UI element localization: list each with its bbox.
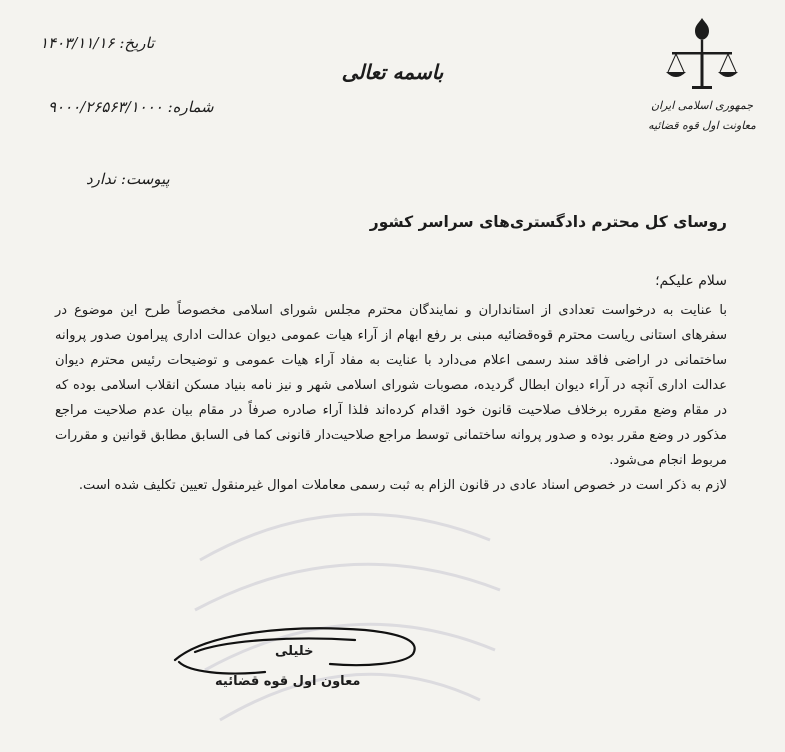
attachment-field xyxy=(86,170,170,188)
signatory-title: معاون اول قوه قضائیه xyxy=(215,674,361,689)
number-value: ۹۰۰۰/۲۶۵۶۳/۱۰۰۰ xyxy=(48,98,163,116)
recipient-line: روسای کل محترم دادگستری‌های سراسر کشور xyxy=(369,213,727,231)
handwritten-signature-icon xyxy=(165,612,425,707)
emblem-org-name: جمهوری اسلامی ایران xyxy=(650,99,754,112)
bismillah-heading: باسمه تعالی xyxy=(341,60,444,84)
body-paragraph-2: لازم به ذکر است در خصوص اسناد عادی در قانون الزام به ثبت رسمی معاملات اموال غیرمنقول تعیین تکلیف شده است. xyxy=(78,478,727,493)
judiciary-scales-icon xyxy=(662,16,742,96)
emblem-dept-name: معاونت اول قوه قضائیه xyxy=(648,119,756,132)
number-field xyxy=(48,98,214,116)
number-label: شماره: xyxy=(167,98,214,116)
body-paragraph-1: با عنایت به درخواست تعدادی از استانداران و نمایندگان محترم مجلس شورای اسلامی مخصوصاً طرح این موضوع در سفرهای استانی ریاست محترم قوه‌قضائیه مبنی بر رفع ابهام از آراء هیات عمومی دیوان عدالت اداری پیرامون صدور پروانه ساختمانی در اراضی فاقد سند رسمی اعلام می‌دارد با عنایت به مفاد آراء هیات عمومی و توضیحات رئیس محترم دیوان عدالت اداری آنچه در آراء دیوان ابطال گردیده، مصوبات شورای اسلامی شهر و نیز نامه بنیاد مسکن انقلاب اسلامی بوده که در مقام وضع مقرره برخلاف صلاحیت قانون خود اقدام کرده‌اند فلذا آراء صادره صرفاً در مقام بیان عدم صلاحیت مراجع مذکور در وضع مقرر بوده و صدور پروانه ساختمانی توسط مراجع صلاحیت‌دار قانونی کما فی السابق مطابق قوانین و مقررات مربوط انجام می‌شود. xyxy=(55,303,727,468)
date-value: ۱۴۰۳/۱۱/۱۶ xyxy=(40,34,115,52)
date-field xyxy=(40,34,154,52)
attachment-value: ندارد xyxy=(86,170,117,188)
attachment-label: پیوست: xyxy=(120,170,170,188)
date-label: تاریخ: xyxy=(119,34,155,52)
signatory-name: خلیلی xyxy=(275,644,314,659)
letter-body xyxy=(55,298,727,498)
greeting-line: سلام علیکم؛ xyxy=(655,273,727,289)
